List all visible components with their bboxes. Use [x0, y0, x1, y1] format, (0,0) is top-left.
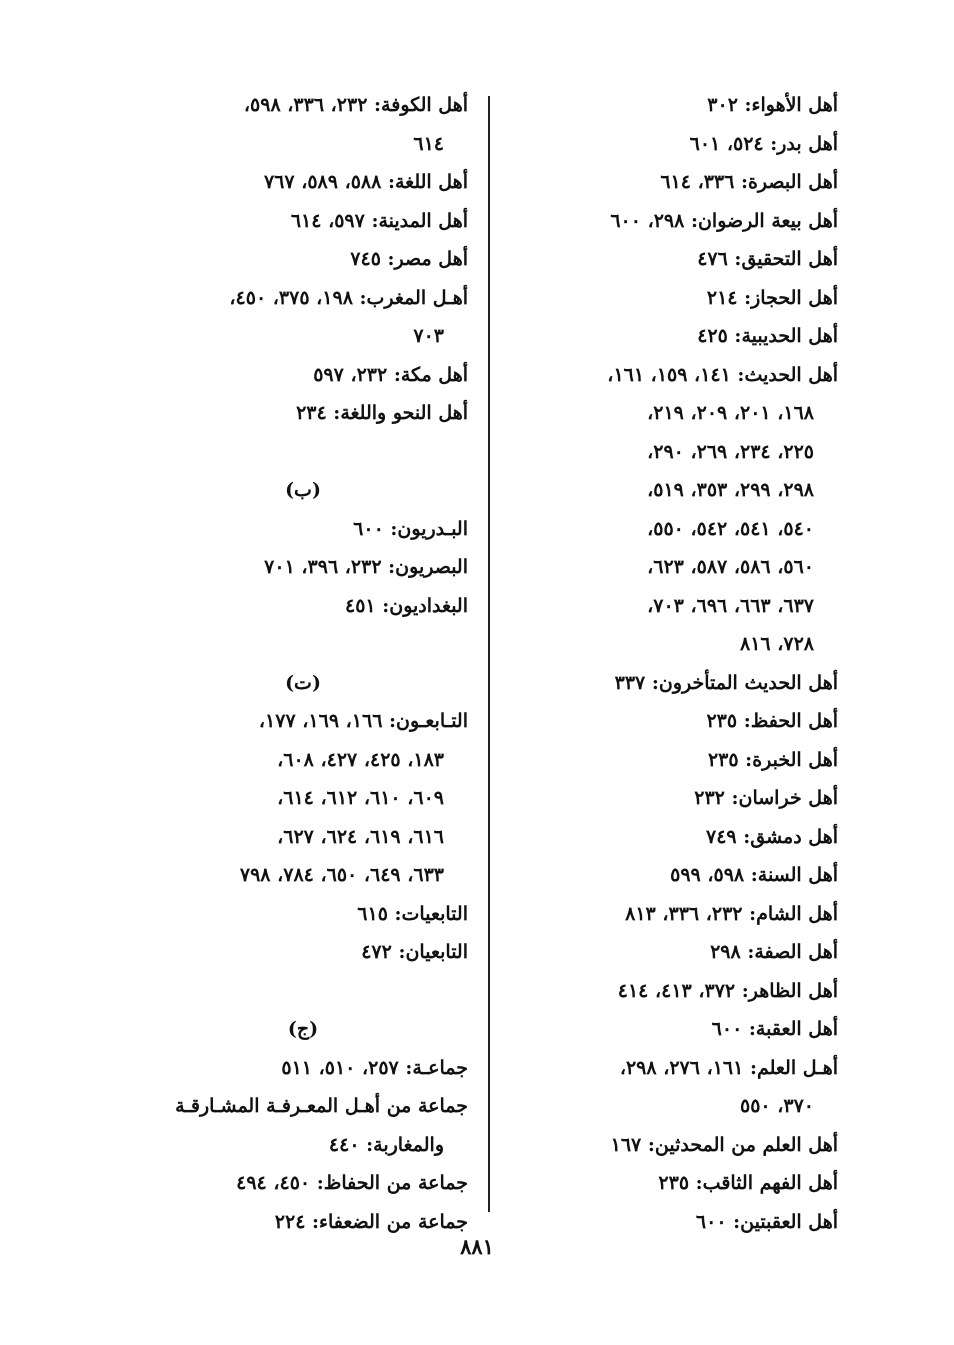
index-entry-continuation: ١٦٨، ٢٠١، ٢٠٩، ٢١٩، [647, 402, 814, 424]
index-entry: أهل البصرة: ٣٣٦، ٦١٤ [660, 171, 838, 193]
index-entry: أهل الشام: ٢٣٢، ٣٣٦، ٨١٣ [625, 902, 838, 925]
index-entry: جماعـة: ٢٥٧، ٥١٠، ٥١١ [281, 1056, 468, 1079]
index-entry: أهل العقبة: ٦٠٠ [711, 1018, 838, 1040]
index-entry: البصريون: ٢٣٢، ٣٩٦، ٧٠١ [264, 556, 468, 578]
index-entry: جماعة من الحفاظ: ٤٥٠، ٤٩٤ [236, 1172, 468, 1194]
index-entry: أهل الأهواء: ٣٠٢ [707, 94, 838, 116]
index-entry-continuation: ٦١٤ [413, 132, 444, 155]
index-entry-continuation: ٦١٦، ٦١٩، ٦٢٤، ٦٢٧، [277, 825, 444, 848]
index-entry-continuation: ٦٠٩، ٦١٠، ٦١٢، ٦١٤، [277, 787, 444, 809]
section-spacer [138, 433, 468, 472]
index-entry: أهل الصفة: ٢٩٨ [710, 941, 838, 963]
right-index-column [516, 86, 838, 1241]
index-entry: أهل العلم من المحدثين: ١٦٧ [610, 1133, 838, 1156]
index-entry: أهل المدينة: ٥٩٧، ٦١٤ [290, 209, 468, 232]
index-entry: أهـل العلم: ١٦١، ٢٧٦، ٢٩٨، [619, 1056, 838, 1079]
column-divider [488, 96, 490, 1212]
index-entry: أهل الظاهر: ٣٧٢، ٤١٣، ٤١٤ [617, 979, 838, 1002]
index-entry-continuation: ٢٢٥، ٢٣٤، ٢٦٩، ٢٩٠، [647, 440, 814, 463]
index-entry: أهـل المغرب: ١٩٨، ٣٧٥، ٤٥٠، [229, 286, 468, 309]
index-entry-continuation: ٥٤٠، ٥٤١، ٥٤٢، ٥٥٠، [647, 517, 814, 540]
index-entry: البـدريون: ٦٠٠ [353, 517, 468, 540]
index-entry-continuation: ٣٧٠، ٥٥٠ [740, 1095, 814, 1117]
index-entry-continuation: ٢٩٨، ٢٩٩، ٣٥٣، ٥١٩، [647, 479, 814, 501]
section-heading: (ج) [287, 1018, 319, 1040]
index-entry-continuation: ٦٣٧، ٦٦٣، ٦٩٦، ٧٠٣، [647, 594, 814, 617]
index-entry: جماعة من الضعفاء: ٢٢٤ [274, 1210, 468, 1233]
index-entry: أهل مصر: ٧٤٥ [350, 248, 468, 270]
index-entry: أهل الكوفة: ٢٣٢، ٣٣٦، ٥٩٨، [243, 94, 468, 116]
index-entry: أهل الفهم الثاقب: ٢٣٥ [658, 1172, 838, 1194]
index-entry-continuation: والمغاربة: ٤٤٠ [328, 1133, 444, 1156]
left-index-column [138, 86, 468, 1241]
index-entry: أهل الحفظ: ٢٣٥ [706, 710, 838, 732]
section-heading: (ت) [285, 671, 321, 694]
index-entry: أهل بيعة الرضوان: ٢٩٨، ٦٠٠ [610, 209, 838, 232]
index-entry: أهل خراسان: ٢٣٢ [694, 787, 838, 809]
index-entry: جماعة من أهـل المعـرفـة المشـارقـة [175, 1095, 468, 1117]
index-entry: أهل دمشق: ٧٤٩ [706, 825, 838, 848]
index-entry: التـابعـون: ١٦٦، ١٦٩، ١٧٧، [258, 710, 468, 732]
index-entry: أهل مكة: ٢٣٢، ٥٩٧ [313, 363, 468, 386]
index-entry: أهل اللغة: ٥٨٨، ٥٨٩، ٧٦٧ [263, 171, 468, 193]
section-heading: (ب) [285, 479, 321, 501]
index-entry: أهل الحديث المتأخرون: ٣٣٧ [614, 671, 838, 694]
index-entry: أهل الحديبية: ٤٢٥ [697, 325, 838, 347]
index-entry: التابعيات: ٦١٥ [357, 902, 468, 925]
index-entry: البغداديون: ٤٥١ [345, 594, 468, 617]
index-entry-continuation: ٦٣٣، ٦٤٩، ٦٥٠، ٧٨٤، ٧٩٨ [239, 864, 444, 886]
index-entry: أهل النحو واللغة: ٢٣٤ [296, 402, 468, 424]
index-entry: أهل التحقيق: ٤٧٦ [697, 248, 838, 270]
section-spacer [138, 625, 468, 664]
index-entry-continuation: ٧٢٨، ٨١٦ [740, 633, 814, 655]
index-entry: أهل الحديث: ١٤١، ١٥٩، ١٦١، [607, 363, 838, 386]
section-spacer [138, 972, 468, 1011]
index-entry: أهل السنة: ٥٩٨، ٥٩٩ [670, 864, 838, 886]
index-entry: أهل العقبتين: ٦٠٠ [695, 1210, 838, 1233]
index-entry-continuation: ٧٠٣ [413, 325, 444, 347]
index-entry: أهل الحجاز: ٢١٤ [706, 286, 838, 309]
index-entry: أهل الخبرة: ٢٣٥ [707, 748, 838, 771]
index-entry: أهل بدر: ٥٢٤، ٦٠١ [689, 132, 838, 155]
index-entry-continuation: ١٨٣، ٤٢٥، ٤٢٧، ٦٠٨، [277, 748, 444, 771]
index-entry: التابعيان: ٤٧٢ [361, 941, 468, 963]
page-number: ٨٨١ [460, 1234, 494, 1259]
index-entry-continuation: ٥٦٠، ٥٨٦، ٥٨٧، ٦٢٣، [647, 556, 814, 578]
